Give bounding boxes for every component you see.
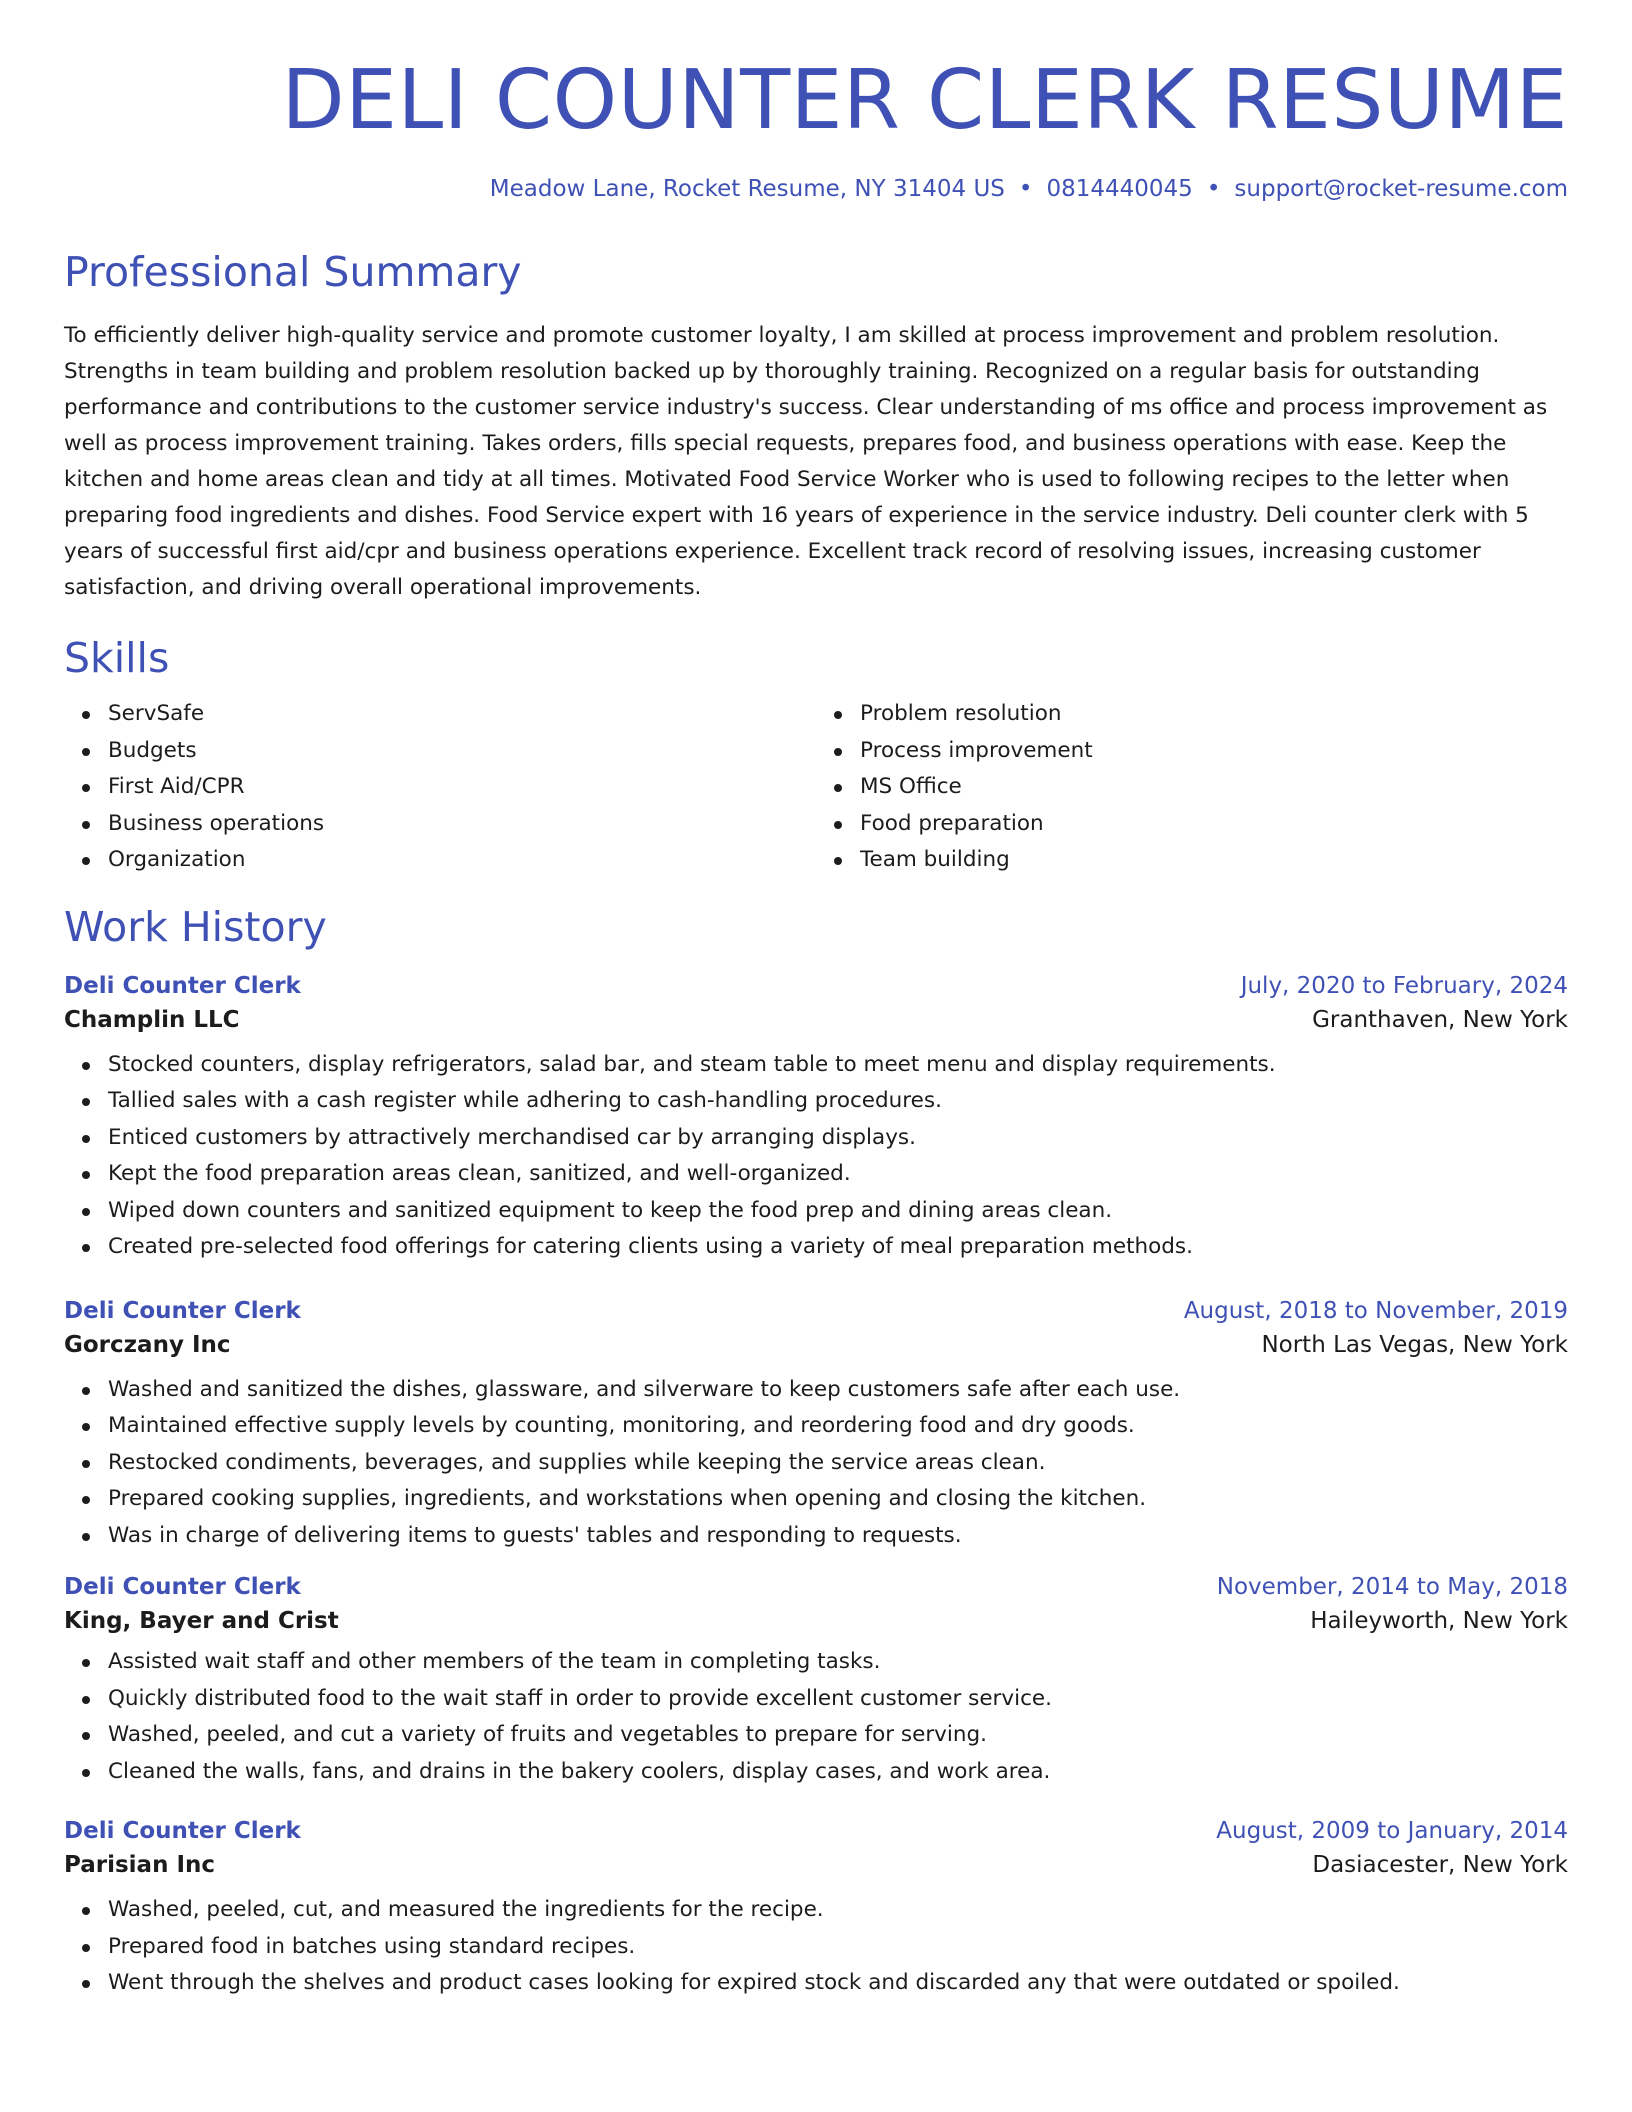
- work-history-heading: Work History: [64, 902, 327, 951]
- skill-item: Business operations: [108, 806, 816, 843]
- job-title-row: [64, 1298, 1568, 1324]
- duty-item: Assisted wait staff and other members of the team in completing tasks.: [108, 1644, 1568, 1681]
- job-title: Deli Counter Clerk: [64, 1574, 301, 1601]
- skills-list-right: [816, 696, 1568, 879]
- duty-item: Prepared cooking supplies, ingredients, and workstations when opening and closing the kitchen.: [108, 1481, 1568, 1518]
- skill-item: Process improvement: [860, 733, 1568, 770]
- duty-item: Washed and sanitized the dishes, glassware, and silverware to keep customers safe after each use.: [108, 1372, 1568, 1409]
- job-title: Deli Counter Clerk: [64, 972, 301, 999]
- job-dates: July, 2020 to February, 2024: [1240, 972, 1568, 999]
- contact-address: Meadow Lane, Rocket Resume, NY 31404 US: [489, 176, 1005, 203]
- summary-heading: Professional Summary: [64, 248, 522, 297]
- job-location: Dasiacester, New York: [1312, 1852, 1568, 1879]
- job-entry: [64, 1298, 1568, 1555]
- duty-item: Kept the food preparation areas clean, sanitized, and well-organized.: [108, 1156, 1568, 1193]
- job-company: Gorczany Inc: [64, 1331, 231, 1358]
- job-location: Granthaven, New York: [1312, 1006, 1568, 1033]
- job-entry: [64, 973, 1568, 1266]
- job-duties: [64, 1047, 1568, 1266]
- job-duties: [64, 1372, 1568, 1555]
- skill-item: Food preparation: [860, 806, 1568, 843]
- skill-item: Organization: [108, 842, 816, 879]
- job-dates: August, 2009 to January, 2014: [1216, 1818, 1568, 1845]
- job-company: King, Bayer and Crist: [64, 1608, 339, 1635]
- job-title-row: [64, 1574, 1568, 1600]
- job-title: Deli Counter Clerk: [64, 1297, 301, 1324]
- job-location: North Las Vegas, New York: [1261, 1331, 1568, 1358]
- job-title-row: [64, 973, 1568, 999]
- contact-email[interactable]: support@rocket-resume.com: [1234, 176, 1568, 203]
- job-company-row: [64, 1608, 1568, 1634]
- resume-title: DELI COUNTER CLERK RESUME: [281, 53, 1568, 148]
- skill-item: Team building: [860, 842, 1568, 879]
- job-title: Deli Counter Clerk: [64, 1818, 301, 1845]
- job-entry: [64, 1818, 1568, 2002]
- job-dates: November, 2014 to May, 2018: [1216, 1574, 1568, 1601]
- job-duties: [64, 1892, 1568, 2002]
- skill-item: MS Office: [860, 769, 1568, 806]
- duty-item: Went through the shelves and product cases looking for expired stock and discarded any that were outdated or spoiled.: [108, 1965, 1568, 2002]
- duty-item: Cleaned the walls, fans, and drains in the bakery coolers, display cases, and work area.: [108, 1754, 1568, 1791]
- job-title-row: [64, 1818, 1568, 1844]
- skill-item: First Aid/CPR: [108, 769, 816, 806]
- duty-item: Stocked counters, display refrigerators, salad bar, and steam table to meet menu and display requirements.: [108, 1047, 1568, 1084]
- job-duties: [64, 1644, 1568, 1790]
- skill-item: ServSafe: [108, 696, 816, 733]
- duty-item: Restocked condiments, beverages, and supplies while keeping the service areas clean.: [108, 1445, 1568, 1482]
- duty-item: Enticed customers by attractively merchandised car by arranging displays.: [108, 1120, 1568, 1157]
- job-dates: August, 2018 to November, 2019: [1183, 1297, 1568, 1324]
- duty-item: Washed, peeled, cut, and measured the ingredients for the recipe.: [108, 1892, 1568, 1929]
- skills-heading: Skills: [64, 634, 170, 683]
- skill-item: Problem resolution: [860, 696, 1568, 733]
- duty-item: Was in charge of delivering items to guests' tables and responding to requests.: [108, 1518, 1568, 1555]
- summary-text: To efficiently deliver high-quality service and promote customer loyalty, I am skilled at process improvement and problem resolution. Strengths in team building and problem resolution backed up by thoroughly training. Recognized on a regular basis for outstanding performance and contributions to the customer service industry's success. Clear understanding of ms office and process improvement as well as process improvement training. Takes orders, fills special requests, prepares food, and business operations with ease. Keep the kitchen and home areas clean and tidy at all times. Motivated Food Service Worker who is used to following recipes to the letter when preparing food ingredients and dishes. Food Service expert with 16 years of experience in the service industry. Deli counter clerk with 5 years of successful first aid/cpr and business operations experience. Excellent track record of resolving issues, increasing customer satisfaction, and driving overall operational improvements.: [64, 323, 1548, 601]
- duty-item: Created pre-selected food offerings for catering clients using a variety of meal preparation methods.: [108, 1229, 1568, 1266]
- job-company: Champlin LLC: [64, 1006, 240, 1033]
- contact-separator: •: [1206, 176, 1221, 203]
- job-company-row: [64, 1332, 1568, 1358]
- duty-item: Prepared food in batches using standard recipes.: [108, 1929, 1568, 1966]
- duty-item: Quickly distributed food to the wait staff in order to provide excellent customer service.: [108, 1681, 1568, 1718]
- duty-item: Maintained effective supply levels by counting, monitoring, and reordering food and dry goods.: [108, 1408, 1568, 1445]
- skills-list-left: [64, 696, 816, 879]
- job-location: Haileyworth, New York: [1310, 1608, 1568, 1635]
- skills-grid: [64, 696, 1568, 879]
- duty-item: Tallied sales with a cash register while adhering to cash-handling procedures.: [108, 1083, 1568, 1120]
- skill-item: Budgets: [108, 733, 816, 770]
- contact-separator: •: [1018, 176, 1033, 203]
- job-company: Parisian Inc: [64, 1852, 216, 1879]
- duty-item: Wiped down counters and sanitized equipment to keep the food prep and dining areas clean.: [108, 1193, 1568, 1230]
- contact-line: [64, 176, 1568, 202]
- contact-phone[interactable]: 0814440045: [1046, 176, 1193, 203]
- job-company-row: [64, 1007, 1568, 1033]
- duty-item: Washed, peeled, and cut a variety of fruits and vegetables to prepare for serving.: [108, 1717, 1568, 1754]
- job-entry: [64, 1574, 1568, 1790]
- job-company-row: [64, 1852, 1568, 1878]
